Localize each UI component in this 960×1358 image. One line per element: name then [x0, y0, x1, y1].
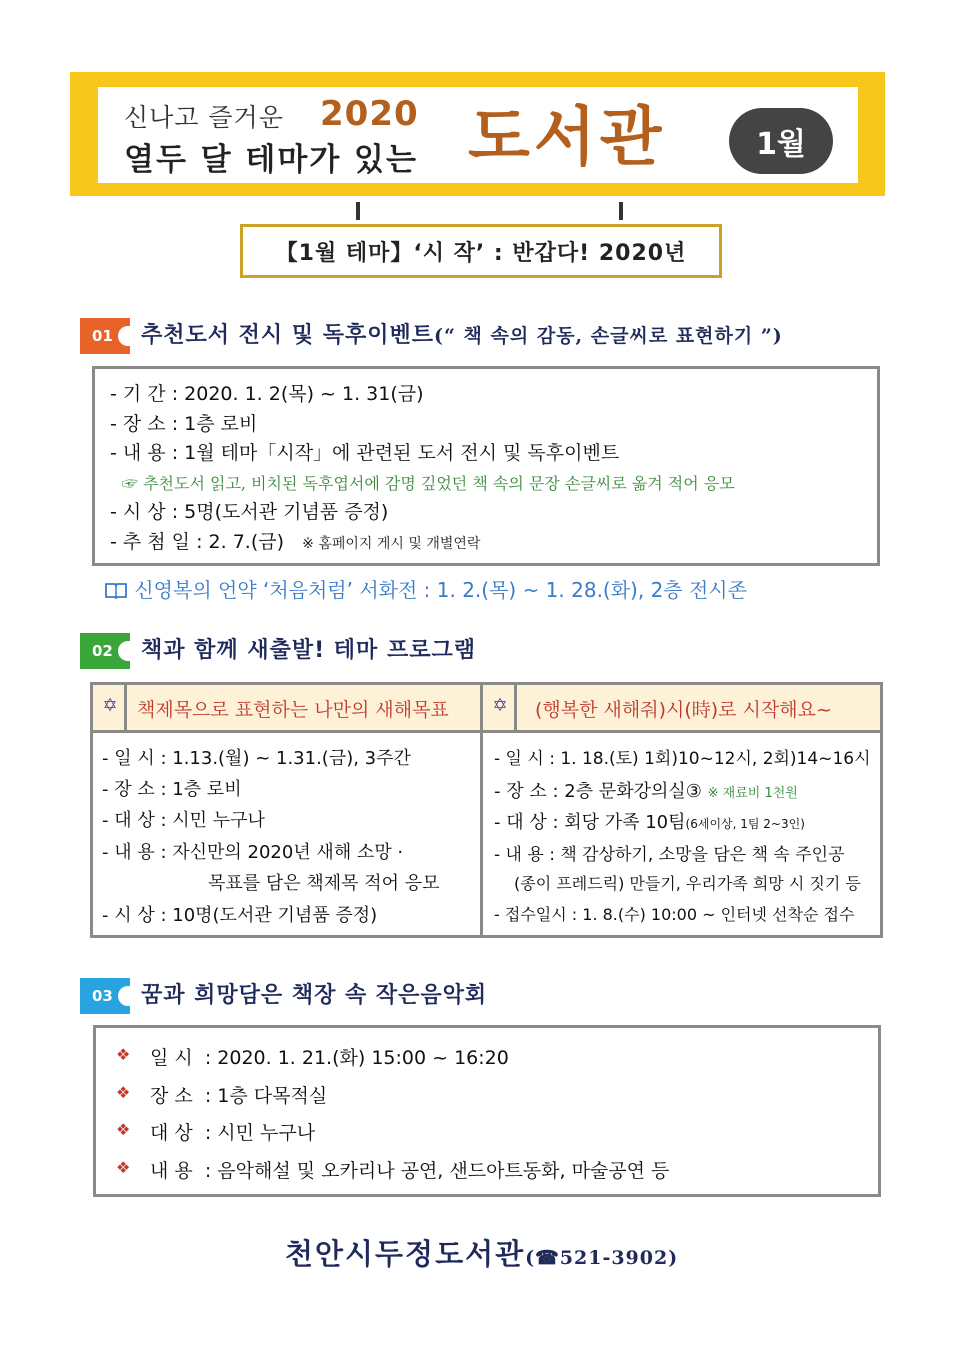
detail-label: - 내 용 [110, 442, 166, 464]
month-badge: 1월 [729, 108, 833, 174]
diamond-bullet-icon: ❖ [116, 1083, 131, 1102]
section-title-01-handwritten: (“ 책 속의 감동, 손글씨로 표현하기 ”) [434, 325, 783, 347]
row-value: : 시민 누구나 [160, 810, 265, 831]
banner-subtitle: 신나고 즐거운 [124, 103, 284, 132]
header-star-cell [93, 685, 127, 730]
program-right-row [494, 744, 871, 769]
book-icon [104, 581, 128, 599]
row-label: 내 용 [150, 1160, 193, 1182]
program-right-header [483, 685, 880, 733]
library-phone: (☎521-3902) [525, 1247, 679, 1269]
connector-line-right [619, 202, 623, 220]
program-left-row [102, 775, 242, 801]
row-value: : 1층 다목적실 [204, 1085, 328, 1107]
row-label: - 일 시 [494, 749, 544, 769]
row-label: - 시 상 [102, 905, 155, 926]
section-title-03: 꿈과 희망담은 책장 속 작은음악회 [141, 983, 488, 1008]
program-right-row [494, 777, 798, 803]
header-star-cell [483, 685, 517, 730]
library-name: 천안시두정도서관 [285, 1237, 526, 1271]
program-left-header [93, 685, 480, 733]
row-label: 일 시 [150, 1047, 193, 1069]
program-left-row [102, 901, 377, 927]
row-value: : 책 감상하기, 소망을 담은 책 속 주인공 [549, 845, 845, 865]
concert-row [150, 1118, 315, 1145]
detail-row [110, 409, 257, 436]
detail-row [110, 527, 480, 554]
row-label: - 접수일시 [494, 905, 567, 924]
program-right-row [494, 808, 805, 834]
detail-label: - 시 상 [110, 501, 166, 523]
section-number-02: 02 [80, 633, 130, 669]
row-label: - 장 소 [102, 779, 155, 800]
target-detail-note: (6세이상, 1팀 2~3인) [685, 817, 805, 831]
banner-tagline: 열두 달 테마가 있는 [124, 142, 418, 178]
detail-value: : 1월 테마「시작」에 관련된 도서 전시 및 독후이벤트 [171, 442, 620, 464]
exhibition-line [104, 574, 747, 603]
row-value: : 자신만의 2020년 새해 소망 · [160, 842, 404, 863]
row-label: 장 소 [150, 1085, 193, 1107]
program-left-row [102, 806, 265, 832]
exhibition-text: 신영복의 언약 ‘처음처럼’ 서화전 : 1. 2.(목) ~ 1. 28.(화), 2층 전시존 [134, 578, 747, 602]
connector-line-left [356, 202, 360, 220]
row-value: : 2020. 1. 21.(화) 15:00 ~ 16:20 [204, 1047, 509, 1069]
row-value: : 1. 8.(수) 10:00 ~ 인터넷 선착순 접수 [571, 905, 855, 924]
row-label: - 장 소 [494, 781, 547, 802]
row-label: - 내 용 [102, 842, 155, 863]
diamond-bullet-icon: ❖ [116, 1158, 131, 1177]
row-value: : 시민 누구나 [204, 1122, 316, 1144]
draw-note: ※ 홈페이지 게시 및 개별연락 [302, 536, 481, 552]
program-right-title: (행복한 새해줘)시(時)로 시작해요~ [535, 699, 832, 721]
detail-value: : 1층 로비 [171, 413, 258, 435]
row-value: : 1층 로비 [160, 779, 242, 800]
banner-library-title: 도서관 [468, 101, 666, 175]
material-fee-note: ※ 재료비 1천원 [707, 786, 798, 801]
diamond-bullet-icon: ❖ [116, 1045, 131, 1064]
row-value: : 1. 18.(토) 1회)10~12시, 2회)14~16시 [549, 749, 871, 769]
star-of-david-icon: ✡ [102, 695, 118, 716]
row-label: 대 상 [150, 1122, 193, 1144]
row-value: : 10명(도서관 기념품 증정) [160, 905, 378, 926]
section-number-03: 03 [80, 978, 130, 1014]
program-left-row [102, 838, 403, 864]
program-left-row-continued: 목표를 담은 책제목 적어 응모 [208, 873, 440, 894]
detail-value: : 5명(도서관 기념품 증정) [171, 501, 389, 523]
library-footer [285, 1232, 678, 1273]
detail-row [110, 497, 388, 524]
detail-value: : 2020. 1. 2(목) ~ 1. 31(금) [171, 383, 424, 405]
section-title-02: 책과 함께 새출발! 테마 프로그램 [141, 638, 476, 663]
section-number-01: 01 [80, 318, 130, 354]
detail-label: - 추 첨 일 [110, 531, 191, 553]
row-label: - 내 용 [494, 845, 544, 865]
detail-row [110, 438, 619, 465]
detail-label: - 기 간 [110, 383, 166, 405]
concert-row [150, 1081, 327, 1108]
program-left-title: 책제목으로 표현하는 나만의 새해목표 [137, 699, 449, 721]
banner-year: 2020 [320, 94, 419, 134]
concert-row [150, 1156, 669, 1183]
diamond-bullet-icon: ❖ [116, 1120, 131, 1139]
star-of-david-icon: ✡ [492, 695, 508, 716]
concert-row [150, 1043, 509, 1070]
row-label: - 대 상 [102, 810, 155, 831]
row-value: : 1.13.(월) ~ 1.31.(금), 3주간 [160, 748, 411, 769]
program-right-row [494, 902, 854, 925]
event-instruction-note: ☞ 추천도서 읽고, 비치된 독후엽서에 감명 깊었던 책 속의 문장 손글씨로 옮겨 적어 응모 [122, 474, 735, 493]
program-right-row-continued: (종이 프레드릭) 만들기, 우리가족 희망 시 짓기 등 [514, 874, 861, 893]
program-right-row [494, 840, 845, 865]
monthly-theme-box: 【1월 테마】‘시 작’ : 반갑다! 2020년 [240, 224, 722, 278]
row-value: : 회당 가족 10팀 [552, 812, 686, 833]
row-label: - 일 시 [102, 748, 155, 769]
detail-row [110, 379, 424, 406]
section-title-01 [141, 318, 783, 349]
row-label: - 대 상 [494, 812, 547, 833]
detail-label: - 장 소 [110, 413, 166, 435]
program-left-row [102, 744, 411, 770]
detail-value: : 2. 7.(금) [196, 531, 285, 553]
row-value: : 음악해설 및 오카리나 공연, 샌드아트동화, 마술공연 등 [204, 1160, 670, 1182]
row-value: : 2층 문화강의실③ [552, 781, 702, 802]
section-title-01-text: 추천도서 전시 및 독후이벤트 [141, 323, 435, 348]
